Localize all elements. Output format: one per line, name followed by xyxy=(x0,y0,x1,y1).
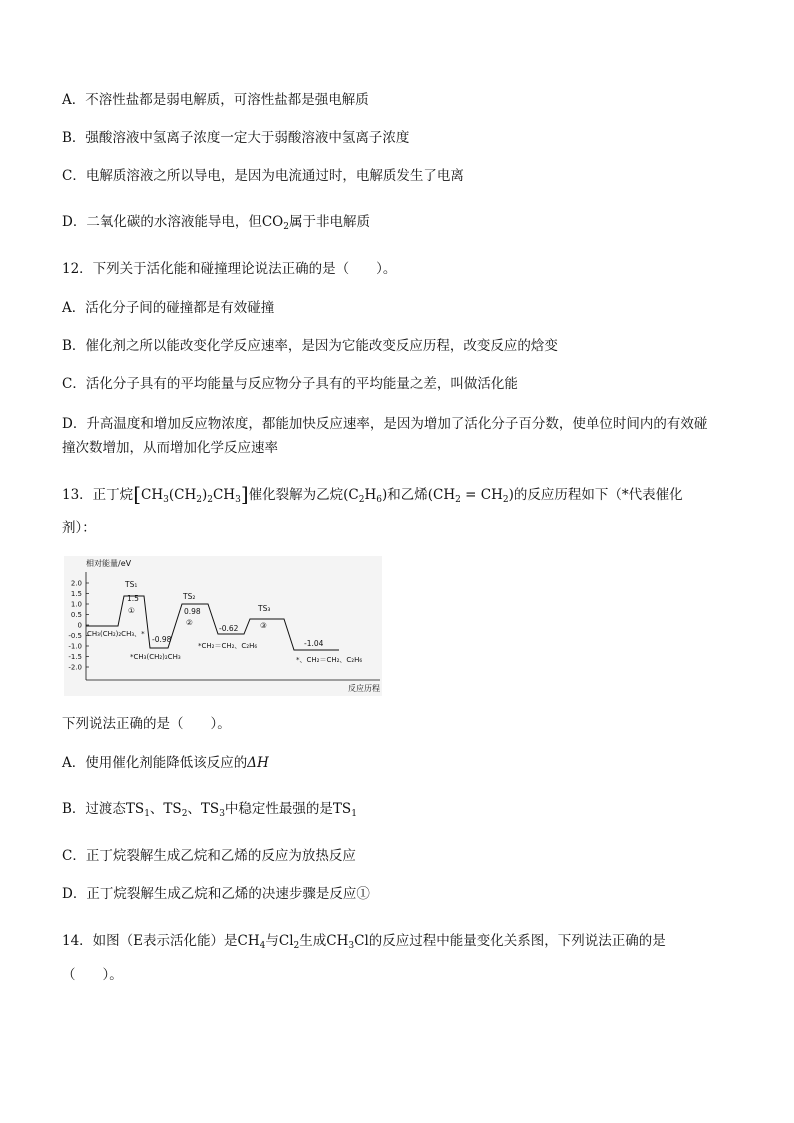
q12-stem: 12．下列关于活化能和碰撞理论说法正确的是（ ）。 xyxy=(62,261,397,277)
q14-stem-mid2: 生成 xyxy=(299,933,327,949)
q13-stem-line2: 剂）： xyxy=(62,520,96,536)
q13-sub-question: 下列说法正确的是（ ）。 xyxy=(62,716,231,732)
q13-stem-pre: 13．正丁烷 xyxy=(62,487,134,503)
step1-label: ① xyxy=(128,606,135,615)
y-tick-label: -0.5 xyxy=(68,632,82,640)
y-tick-label: 1.5 xyxy=(70,590,82,598)
q12-option-c: C．活化分子具有的平均能量与反应物分子具有的平均能量之差，叫做活化能 xyxy=(62,376,518,392)
y-tick-label: 2.0 xyxy=(70,579,82,588)
y-tick-label: -1.5 xyxy=(68,653,82,661)
q11-d-sub: 2 xyxy=(283,222,289,232)
q11-d-pre: D．二氧化碳的水溶液能导电，但 xyxy=(62,214,262,230)
q13-option-c: C．正丁烷裂解生成乙烷和乙烯的反应为放热反应 xyxy=(62,848,356,864)
q13-stem: 13．正丁烷$[CH_3(CH_2)_2CH_3]$催化裂解为乙烷$(C_2H_6)$和乙烯$(CH_2 = CH_2)$的反应历程如下（*代表催化 xyxy=(62,482,683,506)
value-minus-098: -0.98 xyxy=(152,635,172,644)
q13-stem-mid1: 催化裂解为乙烷 xyxy=(248,487,344,503)
q12-option-a: A．活化分子间的碰撞都是有效碰撞 xyxy=(62,300,275,316)
q13-stem-post: 的反应历程如下（*代表催化 xyxy=(513,487,683,503)
q14-stem-mid1: 与 xyxy=(265,933,279,949)
q13-option-d: D．正丁烷裂解生成乙烷和乙烯的决速步骤是反应① xyxy=(62,886,370,902)
y-tick-label: -2.0 xyxy=(68,663,82,672)
value-minus-104: -1.04 xyxy=(304,639,324,648)
q13-option-b: B．过渡态$TS_1$、$TS_2$、$TS_3$中稳定性最强的是$TS_1$ xyxy=(62,801,357,819)
figure-ylabel: 相对能量/eV xyxy=(86,559,132,568)
q11-d-chem: CO xyxy=(261,214,284,230)
species-label-1: CH₃(CH₂)₂CH₃、* xyxy=(87,630,145,638)
ts3-label: TS₃ xyxy=(258,604,271,613)
value-minus-062: -0.62 xyxy=(219,624,239,633)
q13-b-mid: 中稳定性最强的是 xyxy=(224,801,333,817)
y-tick-label: 0 xyxy=(77,621,82,630)
q14-stem-line2: （ ）。 xyxy=(62,967,123,983)
q13-b-pre: B．过渡态 xyxy=(62,801,126,817)
figure-xlabel: 反应历程 xyxy=(348,684,380,693)
energy-profile-figure xyxy=(64,556,382,696)
step3-label: ③ xyxy=(260,621,267,630)
species-label-3: *CH₂＝CH₂、C₂H₆ xyxy=(198,642,258,650)
q11-option-d xyxy=(62,212,754,232)
q12-option-d-line1: D．升高温度和增加反应物浓度，都能加快反应速率，是因为增加了活化分子百分数，使单位时间内的有效碰 xyxy=(62,416,708,432)
q11-option-b: B．强酸溶液中氢离子浓度一定大于弱酸溶液中氢离子浓度 xyxy=(62,130,410,146)
q13-a-pre: A．使用催化剂能降低该反应的 xyxy=(62,755,248,771)
q14-stem-pre: 14．如图（E表示活化能）是 xyxy=(62,933,238,949)
ts2-value: 0.98 xyxy=(184,607,201,616)
q12-option-d-line2: 撞次数增加，从而增加化学反应速率 xyxy=(62,440,278,456)
ts1-value: 1.5 xyxy=(127,594,139,603)
q13-option-a xyxy=(62,753,754,773)
ts2-label: TS₂ xyxy=(183,592,196,601)
q11-option-c: C．电解质溶液之所以导电，是因为电流通过时，电解质发生了电离 xyxy=(62,168,464,184)
species-label-2: *CH₃(CH₂)₂CH₃ xyxy=(130,653,181,661)
q14-stem: 14．如图（E表示活化能）是$CH_4$与$Cl_2$生成$CH_3Cl$的反应过程中能量变化关系图，下列说法正确的是 xyxy=(62,933,666,951)
q12-option-b: B．催化剂之所以能改变化学反应速率，是因为它能改变反应历程，改变反应的焓变 xyxy=(62,338,558,354)
y-tick-label: 0.5 xyxy=(70,611,82,619)
species-label-4: *、CH₂＝CH₂、C₂H₆ xyxy=(296,656,363,664)
ts1-label: TS₁ xyxy=(125,580,138,589)
q13-a-symbol: ΔH xyxy=(247,755,269,771)
step2-label: ② xyxy=(186,618,193,627)
y-tick-label: 1.0 xyxy=(70,600,82,609)
y-tick-label: -1.0 xyxy=(68,642,82,651)
q13-stem-mid2: 和乙烯 xyxy=(387,487,428,503)
q14-stem-post: 的反应过程中能量变化关系图，下列说法正确的是 xyxy=(368,933,666,949)
q11-option-a: A．不溶性盐都是弱电解质，可溶性盐都是强电解质 xyxy=(62,92,369,108)
q11-d-post: 属于非电解质 xyxy=(288,214,370,230)
